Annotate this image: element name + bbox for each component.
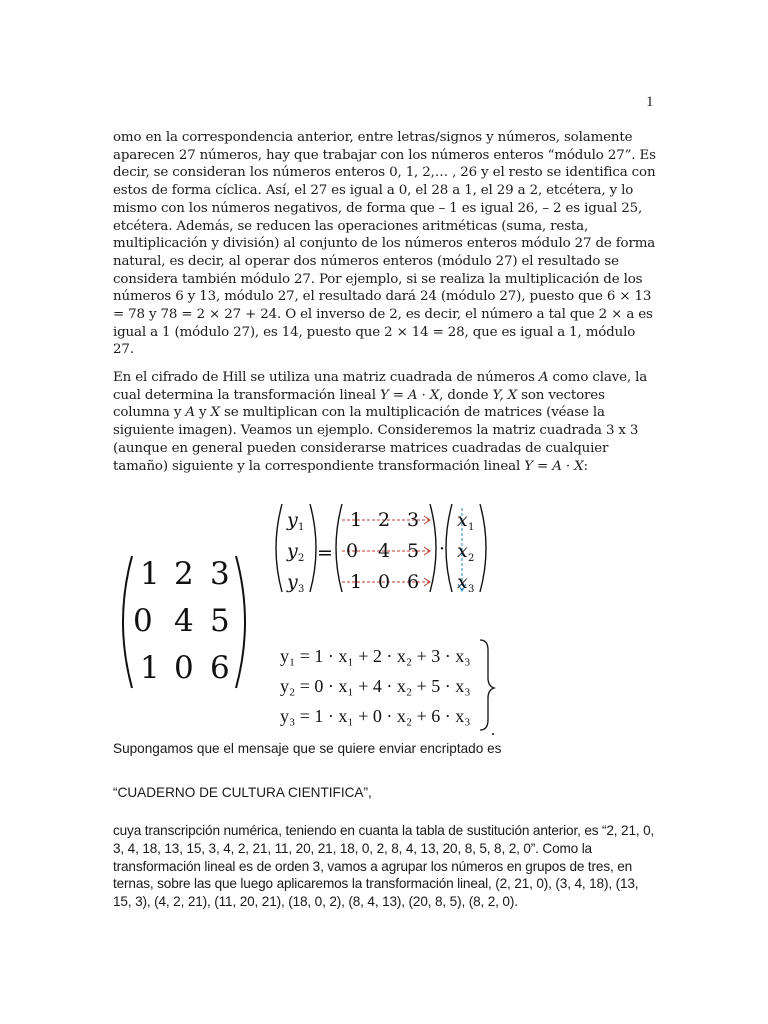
subscript: 1 [298, 522, 305, 533]
text-segment: se multiplican con la multiplicación de matrices (véase la siguiente imagen). Veamos un ejemplo. Consideremos la matriz cuadrada 3 x 3 (aunque en general pueden considerarse matrices cuadradas de cualquier tamaño) siguiente y la correspondiente transformación lineal [113, 405, 639, 474]
matrix-cell: 1 [140, 650, 160, 686]
subscript: 3 [468, 584, 475, 595]
paragraph-modulo-27: omo en la correspondencia anterior, entre letras/signos y números, solamente aparecen 27 números, hay que trabajar con los números enteros “módulo 27”. Es decir, se consideran los números enteros 0, 1, 2,… , 26 y el resto se identifica con estos de forma cíclica. Así, el 27 es igual a 0, el 28 a 1, el 29 a 2, etcétera, y lo mismo con los números negativos, de forma que – 1 es igual 26, – 2 es igual 25, etcétera. Además, se reducen las operaciones aritméticas (suma, resta, multiplicación y división) al conjunto de los números enteros módulo 27 de forma natural, es decir, al operar dos números enteros (módulo 27) el resultado se considera también módulo 27. Por ejemplo, si se realiza la multiplicación de los números 6 y 13, módulo 27, el resultado dará 24 (módulo 27), puesto que 6 × 13 = 78 y 78 = 2 × 27 + 24. O el inverso de 2, es decir, el número a tal que 2 × a es igual a 1 (módulo 27), es 14, puesto que 2 × 14 = 28, que es igual a 1, módulo 27. [113, 130, 656, 358]
paragraph-hill-cipher [113, 369, 656, 475]
matrix-cell: 3 [210, 556, 230, 592]
dot-operator: · [439, 538, 446, 560]
left-paren [336, 504, 342, 592]
text-segment: y [194, 405, 211, 421]
matrix-cell: 2 [378, 509, 391, 531]
matrix-cell: 5 [210, 603, 230, 639]
matrix-cell: 6 [407, 571, 420, 593]
vector-entry: y [287, 509, 298, 531]
matrix-cell: 4 [174, 603, 194, 639]
left-paren [123, 556, 132, 688]
text-segment: como clave, la cual determina la transformación lineal [113, 370, 648, 403]
subscript: 2 [468, 553, 475, 564]
subscript: 1 [468, 522, 475, 533]
trailing-dot [492, 733, 494, 735]
math-symbol: A [185, 405, 195, 421]
matrix-cell: 0 [174, 650, 194, 686]
right-paren [480, 504, 486, 592]
vector-x [446, 504, 486, 595]
matrix-cell: 5 [407, 540, 420, 562]
right-paren [236, 556, 245, 688]
equation-line: y₃ = 1 · x₁ + 0 · x₂ + 6 · x₃ [280, 706, 471, 726]
vector-entry: x [457, 509, 468, 531]
matrix-cell: 0 [346, 540, 359, 562]
math-expression: Y = A · X [524, 458, 584, 474]
vector-entry: y [287, 540, 298, 562]
vector-entry: x [457, 571, 468, 593]
paragraph-message-intro: Supongamos que el mensaje que se quiere enviar encriptado es [113, 741, 502, 756]
paragraph-transcription: cuya transcripción numérica, teniendo en cuanta la tabla de sustitución anterior, es “2, 21, 0, 3, 4, 18, 13, 15, 3, 4, 2, 21, 11, 20, 21, 18, 0, 2, 8, 4, 13, 20, 8, 5, 8, 2, 0”. Como la transformación lineal es de orden 3, vamos a agrupar los números en grupos de tres, en ternas, sobre las que luego aplicaremos la transformación lineal, (2, 21, 0), (3, 4, 18), (13, 15, 3), (4, 2, 21), (11, 20, 21), (18, 0, 2), (8, 4, 13), (20, 8, 5), (8, 2, 0). [113, 823, 655, 910]
matrix-cell: 1 [350, 509, 363, 531]
text-segment: En el cifrado de Hill se utiliza una matriz cuadrada de números [113, 370, 539, 385]
vector-entry: x [457, 540, 468, 562]
text-segment: , donde [439, 387, 493, 403]
matrix-a [123, 556, 245, 688]
matrix-cell: 0 [133, 603, 153, 639]
left-paren [446, 504, 452, 592]
text-segment: : [583, 458, 588, 474]
vector-y [276, 504, 316, 595]
matrix-cell: 2 [174, 556, 194, 592]
text-segment: son vectores columna y [113, 387, 605, 421]
right-paren [430, 504, 436, 592]
math-symbol: Y, X [492, 387, 518, 403]
math-expression: Y = A · X [379, 387, 440, 403]
matrix-figure [110, 498, 500, 740]
subscript: 2 [298, 553, 305, 564]
page-number: 1 [646, 94, 654, 110]
equals-sign: = [317, 542, 333, 564]
math-symbol: A [538, 370, 549, 385]
subscript: 3 [298, 584, 305, 595]
vector-entry: y [287, 571, 298, 593]
matrix-cell: 6 [210, 650, 230, 686]
paragraph-message: “CUADERNO DE CULTURA CIENTIFICA”, [113, 785, 372, 800]
left-paren [276, 504, 282, 592]
matrix-cell: 3 [407, 509, 420, 531]
math-symbol: X [210, 405, 220, 421]
matrix-a-small [336, 504, 436, 593]
equation-line: y₂ = 0 · x₁ + 4 · x₂ + 5 · x₃ [280, 676, 471, 696]
matrix-cell: 0 [378, 571, 391, 593]
matrix-cell: 1 [350, 571, 363, 593]
right-brace [480, 640, 494, 730]
matrix-figure-svg [110, 498, 500, 740]
equation-line: y₁ = 1 · x₁ + 2 · x₂ + 3 · x₃ [280, 646, 471, 666]
right-paren [310, 504, 316, 592]
matrix-cell: 1 [140, 556, 160, 592]
matrix-cell: 4 [378, 540, 391, 562]
equation-system [280, 640, 494, 730]
